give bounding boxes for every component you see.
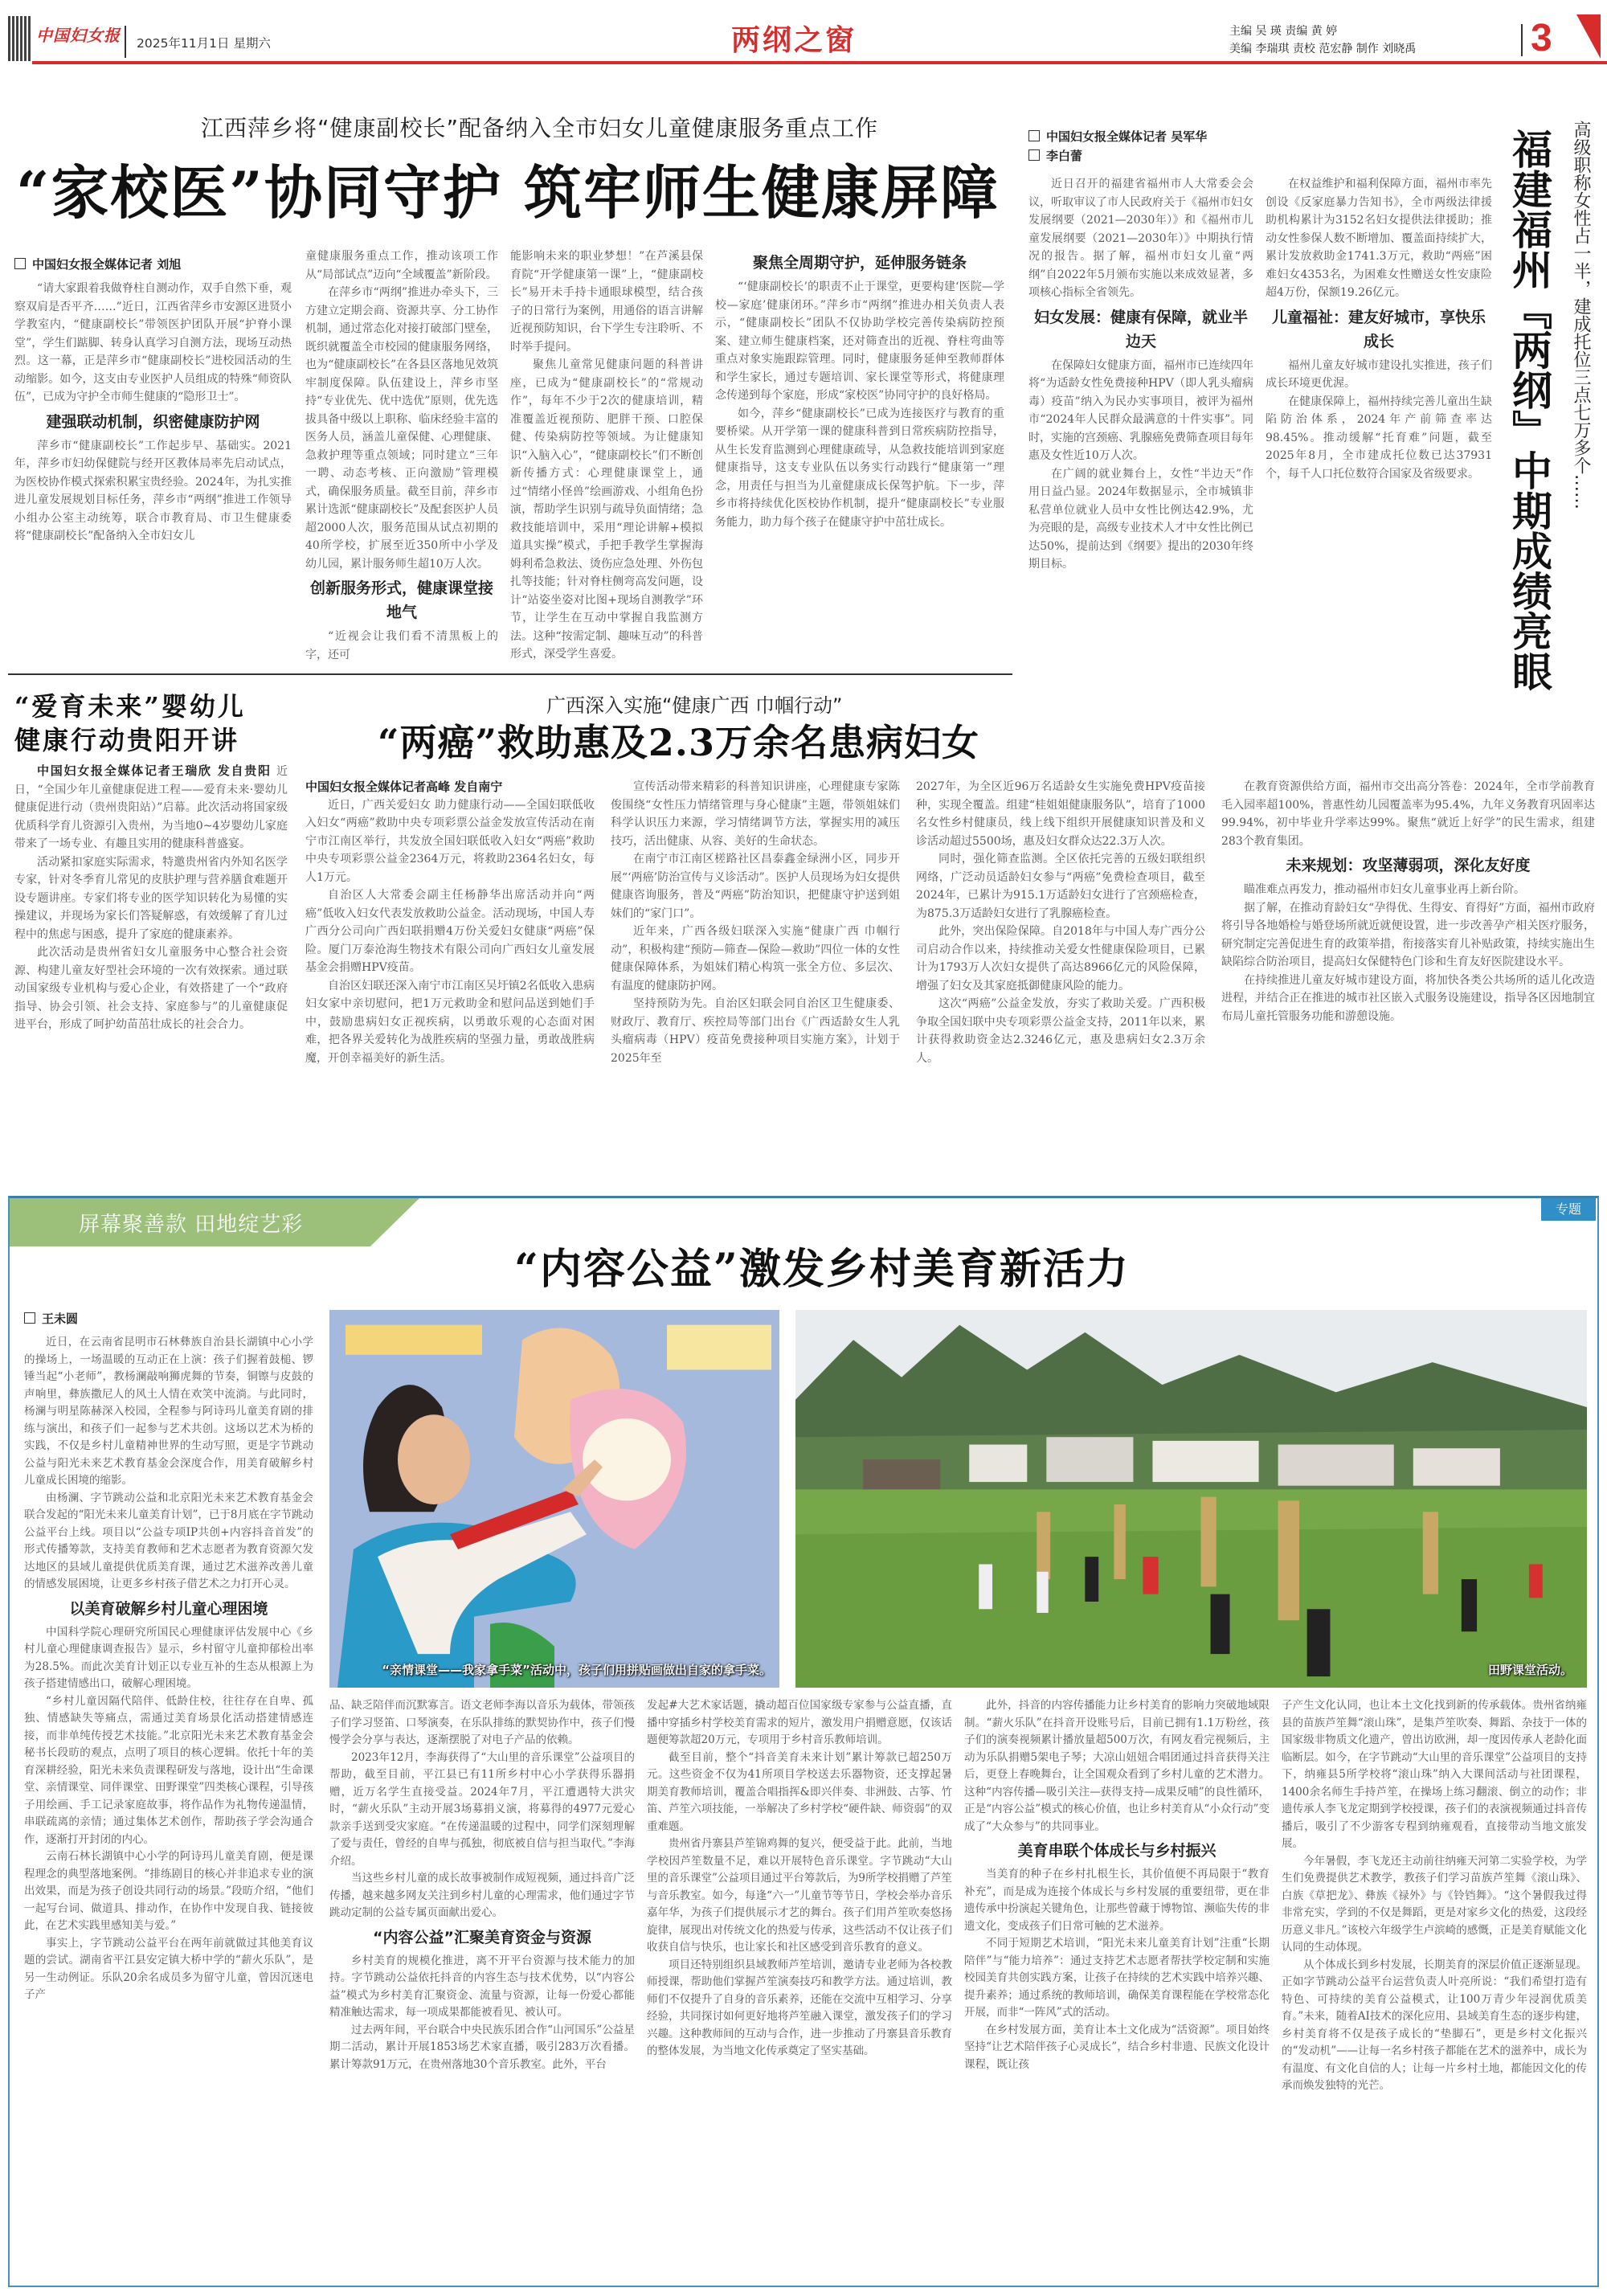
paragraph: 此外，抖音的内容传播能力让乡村美育的影响力突破地域限制。“薪火乐队”在抖音开设账号后，目前已拥有1.1万粉丝，孩子们的演奏视频累计播放量超500万次，有网友看完视频后，主动为乐队捐赠5架电子琴；大凉山妞妞合唱团通过抖音获得关注后，更登上春晚舞台，让全国观众看到了乡村儿童的艺术潜力。这种“内容传播—吸引关注—获得支持—成果反哺”的良性循环，正是“内容公益”模式的核心价值，也让乡村美育从“小众行动”变成了“大众参与”的共同事业。 (964, 1699, 1270, 1833)
paragraph: 项目还特别组织县域教师芦笙培训，邀请专业老师为各校教师授课，帮助他们掌握芦笙演奏技巧和教学方法。通过培训，教师们不仅提升了自身的音乐素养，还能在交流中互相学习、分享经验，共同探讨如何更好地将芦笙融入课堂，激发孩子们的学习兴趣。这种教师间的互动与合作，进一步推动了丹寨县音乐教育的整体发展，为当地文化传承奠定了坚实基础。 (647, 1958, 952, 2057)
article-column (715, 248, 1004, 531)
paragraph: “请大家跟着我做脊柱自测动作，双手自然下垂，观察双肩是否平齐……”近日，江西省萍乡市安源区进贤小学教室内，“健康副校长”带领医护团队开展“护脊小课堂”，学生们踮脚、转身认真学习自测方法，现场互动热烈。这一幕，正是萍乡市“健康副校长”进校园活动的生动缩影。如今，这支由专业医护人员组成的特殊“师资队伍”，已成为守护全市师生健康的“隐形卫士”。 (14, 282, 292, 403)
newspaper-logo: 中国妇女报 (36, 26, 121, 45)
paragraph: 此次活动是贵州省妇女儿童服务中心整合社会资源、构建儿童友好型社会环境的一次有效探索。通过联动国家级专业机构与爱心企业，有效搭建了一个“政府指导、协会引领、社会支持、家庭参与”的儿童健康促进平台，形成了呵护幼苗茁壮成长的社会合力。 (14, 946, 288, 1031)
paragraph: 自治区妇联还深入南宁市江南区吴圩镇2名低收入患病妇女家中亲切慰问，把1万元救助金和慰问品送到她们手中，鼓励患病妇女正视疾病，以勇敢乐观的心态面对困难，把各界关爱转化为战胜疾病的坚强力量，勇敢战胜病魔，开创幸福美好的新生活。 (305, 979, 595, 1065)
paragraph: 2023年12月，李海获得了“大山里的音乐课堂”公益项目的帮助，截至目前，平江县已有11所乡村中心小学获得乐器捐赠，近万名学生直接受益。2024年7月，平江遭遇特大洪灾时，“薪火乐队”主动开展3场募捐义演，将募得的4977元爱心款亲手送到受灾家庭。“在传递温暖的过程中，同学们深刻理解了爱与责任，曾经的自卑与孤独，彻底被自信与担当取代。”李海介绍。 (329, 1750, 635, 1868)
paragraph: 这次“两癌”公益金发放，夯实了救助关爱。广西积极争取全国妇联中央专项彩票公益金支持，2011年以来，累计获得救助资金达2.3246亿元，惠及患病妇女2.3万余人。 (916, 997, 1205, 1065)
photo-child-collage-image (329, 1310, 779, 1688)
issue-date: 2025年11月1日 星期六 (137, 36, 271, 51)
paragraph: 在保障妇女健康方面，福州市已连续四年将“为适龄女性免费接种HPV（即人乳头瘤病毒）疫苗”纳入为民办实事项目，被评为福州市“2024年人民群众最满意的十件实事”。同时，实施的宫颈癌、乳腺癌免费筛查项目每年惠及女性近10万人次。 (1028, 358, 1253, 462)
article-headline: “两癌”救助惠及2.3万余名患病妇女 (378, 721, 979, 764)
photo-field-class-image (795, 1310, 1587, 1688)
divider (125, 26, 126, 58)
editors-line-1: 主编 吴 瑛 责编 黄 婷 (1229, 25, 1338, 38)
article-headline: “家校医”协同守护 筑牢师生健康屏障 (16, 158, 1000, 227)
article-column (24, 1334, 313, 2004)
article-column (510, 248, 703, 664)
paragraph: 当美育的种子在乡村扎根生长，其价值便不再局限于“教育补充”，而是成为连接个体成长与乡村发展的重要纽带，更在非遗传承中扮演起关键角色，让那些曾藏于博物馆、濒临失传的非遗文化，变成孩子们日常可触的艺术滋养。 (964, 1868, 1270, 1933)
byline-box-icon (14, 258, 26, 269)
topic-tag: 专题 (1541, 1198, 1596, 1221)
paragraph: 2027年，为全区近96万名适龄女生实施免费HPV疫苗接种，实现全覆盖。组建“桂姐姐健康服务队”，培育了1000名女性乡村健康员，线上线下组织开展健康知识普及和义诊活动超过5500场，惠及妇女群众达22.3万人次。 (916, 780, 1205, 848)
paragraph: 截至目前，整个“抖音美育未来计划”累计筹款已超250万元。这些资金不仅为41所项目学校送去乐器物资，还支撑起暑期美育教师培训，覆盖合唱指挥&即兴伴奏、非洲鼓、古筝、竹笛、芦笙六项技能，一举解决了乡村学校“硬件缺、师资弱”的双重难题。 (647, 1750, 952, 1833)
byline: 中国妇女报全媒体记者 吴军华 李白蕾 (1028, 127, 1207, 166)
headline-line: 健康行动贵阳开讲 (14, 725, 240, 755)
byline-box-icon (1028, 149, 1040, 161)
subheading: 未来规划：攻坚薄弱项，深化友好度 (1286, 857, 1531, 874)
byline-box-icon (1028, 130, 1040, 141)
photo-caption: “亲情课堂——我家拿手菜”活动中，孩子们用拼贴画做出自家的拿手菜。 (382, 1663, 771, 1677)
paragraph: 在萍乡市“两纲”推进办牵头下，三方建立定期会商、资源共享、分工协作机制，通过常态化对接打破部门壁垒，既织就覆盖全市校园的健康服务网络，也为“健康副校长”在各县区落地见效筑牢制度保障。队伍建设上，萍乡市坚持“专业优先、优中选优”原则，优先选拔具备中级以上职称、临床经验丰富的医务人员，涵盖儿童保健、心理健康、急救护理等重点领域；同时建立“三年一聘、动态考核、正向激励”管理模式，确保服务质量。截至目前，萍乡市累计选派“健康副校长”及配套医护人员超2000人次，服务范围从试点初期的40所学校，扩展至近350所中小学及幼儿园，累计服务师生超10万人次。 (305, 286, 498, 571)
paragraph: 发起#大艺术家话题，撬动超百位国家级专家参与公益直播，直播中穿插乡村学校美育需求的短片，激发用户捐赠意愿，仅该话题便筹款超20万元，专项用于乡村音乐教师培训。 (647, 1699, 952, 1746)
photo-caption: 田野课堂活动。 (1487, 1663, 1572, 1677)
divider (1521, 24, 1523, 56)
paragraph: 在健康保障上，福州持续完善儿童出生缺陷防治体系，2024年产前筛查率达98.45%。推动缓解“托育难”问题，截至2025年8月，全市建成托位数已达37931个，每千人口托位数符合国家及省级要求。 (1266, 395, 1492, 481)
paragraph: 当这些乡村儿童的成长故事被制作成短视频，通过抖音广泛传播，越来越多网友关注到乡村儿童的心理需求，他们通过字节跳动定制的公益专属页面献出爱心。 (329, 1872, 635, 1919)
article-column (1221, 778, 1595, 1025)
paragraph: 瞄准难点再发力，推动福州市妇女儿童事业再上新台阶。 (1244, 883, 1525, 896)
masthead-rule (32, 61, 1607, 64)
article-column (1266, 175, 1492, 483)
paragraph: 近日，广西关爱妇女 助力健康行动——全国妇联低收入妇女“两癌”救助中央专项彩票公益金发放宣传活动在南宁市江南区举行，共发放全国妇联低收入妇女“两癌”救助中央专项彩票公益金2364万元，将救助2364名妇女，每人1万元。 (305, 798, 595, 884)
paragraph: 由杨澜、字节跳动公益和北京阳光未来艺术教育基金会联合发起的“阳光未来儿童美育计划”，已于8月底在字节跳动公益平台上线。项目以“公益专项IP共创+内容抖音首发”的形式传播筹款，支持美育教师和艺术志愿者为教育资源欠发达地区的县域儿童提供优质美育课，通过艺术滋养改善儿童的情感发展困境，让更多乡村孩子借艺术之力打开心灵。 (24, 1491, 313, 1590)
article-headline: “内容公益”激发乡村美育新活力 (514, 1245, 1130, 1294)
subheading: 儿童福祉：建友好城市，享快乐成长 (1271, 308, 1486, 350)
byline: 王未圆 (24, 1310, 78, 1327)
paragraph: 坚持预防为先。自治区妇联会同自治区卫生健康委、财政厅、教育厅、疾控局等部门出台《广西适龄女生人乳头瘤病毒（HPV）疫苗免费接种项目实施方案》，计划于2025年至 (611, 997, 900, 1065)
article-headline (14, 690, 246, 757)
section-title: 两纲之窗 (731, 23, 857, 57)
paragraph: 据了解，在推动育龄妇女“孕得优、生得安、育得好”方面，福州市政府将引导各地婚检与婚登场所就近就便设置，进一步改善孕产相关医疗服务，研究制定完善促进生育的政策举措，衔接落实育儿补贴政策，持续实施出生缺陷综合防治项目，提高妇女保健特色门诊和生育友好医院建设水平。 (1221, 901, 1595, 968)
paragraph: 中国科学院心理研究所国民心理健康评估发展中心《乡村儿童心理健康调查报告》显示，乡村留守儿童抑郁检出率为28.5%。而此次美育计划正以专业互补的生态从根源上为孩子搭建情感出口，破解心理困境。 (24, 1625, 313, 1690)
dateline: 中国妇女报全媒体记者高峰 发自南宁 (305, 780, 503, 794)
paragraph: 在广阔的就业舞台上，女性“半边天”作用日益凸显。2024年数据显示，全市城镇非私营单位就业人员中女性比例达42.9%，尤为亮眼的是，高级专业技术人才中女性比例已达50%，提前达到《纲要》提出的2030年终期目标。 (1028, 467, 1253, 571)
paragraph: “近视会让我们看不清黑板上的字，还可 (305, 630, 498, 661)
article-column (329, 1697, 635, 2073)
paragraph: 云南石林长湖镇中心小学的阿诗玛儿童美育剧，便是课程理念的典型落地案例。“排练剧目的核心并非追求专业的演出效果，而是为孩子创设共同行动的场景。”段昉介绍，“他们一起写台词、做道具、排动作，在协作中发现自我、链接彼此，在艺术实践里感知美与爱。” (24, 1850, 313, 1932)
paragraph: 不同于短期艺术培训，“阳光未来儿童美育计划”注重“长期陪伴”与“能力培养”：通过支持艺术志愿者帮扶学校定制和实施校园美育共创实践方案，让孩子在持续的艺术实践中培养兴趣、提升素养；通过系统的教师培训，确保美育课程能在学校常态化开展，而非“一阵风”式的活动。 (964, 1937, 1270, 2019)
article-column (916, 778, 1205, 1067)
headline-line: “爱育未来”婴幼儿 (14, 691, 246, 722)
subheading: 妇女发展：健康有保障，就业半边天 (1033, 308, 1248, 350)
subheading: 创新服务形式，健康课堂接地气 (309, 579, 493, 621)
subheading: “内容公益”汇聚美育资金与资源 (373, 1928, 591, 1946)
article-kicker: 广西深入实施“健康广西 巾帼行动” (546, 694, 843, 717)
article-column (14, 762, 288, 1034)
dateline: 中国妇女报全媒体记者王瑞欣 发自贵阳 (37, 763, 272, 778)
subheading: 美育串联个体成长与乡村振兴 (1017, 1842, 1216, 1860)
special-banner-text: 屏幕聚善款 田地绽艺彩 (79, 1213, 304, 1237)
paragraph: 近年来，广西各级妇联深入实施“健康广西 巾帼行动”，积极构建“预防—筛查—保险—救助”四位一体的女性健康保障体系，为姐妹们精心构筑一张全方位、多层次、有温度的健康防护网。 (611, 925, 900, 992)
paragraph: 近日，在云南省昆明市石林彝族自治县长湖镇中心小学的操场上，一场温暖的互动正在上演：孩子们握着鼓槌、锣锤当起“小老师”，教杨澜敲响狮虎舞的节奏，铜镲与皮鼓的声响里，彝族撒尼人的风土人情在欢笑中流淌。与此同时，杨澜与明星陈赫深入校园，全程参与阿诗玛儿童美育剧的排练与演出，和孩子们一起参与艺术共创。这场以艺术为桥的实践，不仅是乡村儿童精神世界的生动写照，更是字节跳动公益与阳光未来艺术教育基金会深度合作，用美育破解乡村儿童成长困境的缩影。 (24, 1336, 313, 1487)
article-column (611, 778, 900, 1067)
article-column (1028, 175, 1253, 574)
paragraph: 过去两年间，平台联合中央民族乐团合作“山河国乐”公益星期二活动，累计开展1853场艺术家直播，吸引283万次看播。累计筹款91万元，在贵州落地30个音乐教室。此外，平台 (329, 2023, 635, 2071)
article-column (964, 1697, 1270, 2073)
paragraph: 近日，“全国少年儿童健康促进工程——爱育未来·婴幼儿健康促进行动（贵州贵阳站）”启幕。此次活动将国家级优质科学育儿资源引入贵州，为当地0~4岁婴幼儿家庭带来了一场专业、有趣且实用的健康科普盛宴。 (14, 765, 288, 850)
subheading: 建强联动机制，织密健康防护网 (46, 412, 260, 431)
paragraph: 活动紧扣家庭实际需求，特邀贵州省内外知名医学专家，针对冬季育儿常见的皮肤护理与营养膳食难题开设专题讲座。专家们将专业的医学知识转化为易懂的实操建议，并现场为家长们答疑解惑，有效缓解了育儿过程中的焦虑与困惑，提升了家庭的健康素养。 (14, 855, 288, 941)
paragraph: 今年暑假，李飞龙还主动前往纳雍天河第二实验学校，为学生们免费提供艺术教学，教孩子们学习苗族芦笙舞《滚山珠》、白族《草把龙》、彝族《禄外》与《铃铛舞》。“这个暑假我过得非常充实，学到的不仅是舞蹈，更是对家乡文化的热爱，这段经历意义非凡。”该校六年级学生卢滨崎的感慨，正是美育赋能文化认同的生动体现。 (1282, 1854, 1587, 1954)
editors-credits (1229, 23, 1416, 58)
subheading: 聚焦全周期守护，延伸服务链条 (752, 254, 967, 272)
article-column (305, 778, 595, 1067)
article-kicker: 江西萍乡将“健康副校长”配备纳入全市妇女儿童健康服务重点工作 (201, 115, 879, 141)
page-number: 3 (1531, 17, 1552, 59)
paragraph: 贵州省丹寨县芦笙锦鸡舞的复兴，便受益于此。此前，当地学校因芦笙数量不足，难以开展特色音乐课堂。字节跳动“大山里的音乐课堂”公益项目通过平台筹款后，为9所学校捐赠了芦笙与音乐教室。如今，每逢“六一”儿童节等节日，学校会举办音乐嘉年华，为孩子们提供展示才艺的舞台。孩子们用芦笙吹奏悠扬旋律，展现出对传统文化的热爱与传承，这些活动不仅让孩子们收获自信与快乐，也让家长和社区感受到音乐教育的意义。 (647, 1837, 952, 1954)
paragraph: 在南宁市江南区槎路社区昌泰鑫金绿洲小区，同步开展“‘两癌’防治宣传与义诊活动”。医护人员现场为妇女提供健康咨询服务，普及“两癌”防治知识，把健康守护送到姐妹们的“家门口”。 (611, 853, 900, 920)
article-headline-vertical: 福建福州『两纲』中期成绩亮眼 (1506, 129, 1553, 691)
paragraph: 福州儿童友好城市建设扎实推进，孩子们成长环境更优渥。 (1266, 358, 1492, 390)
paragraph: 此外，突出保险保障。自2018年与中国人寿广西分公司启动合作以来，持续推动关爱女性健康保险项目，已累计为1793万人次妇女提供了高达8966亿元的风险保障，增强了妇女及其家庭抵御健康风险的能力。 (916, 925, 1205, 992)
paragraph: 在权益维护和福利保障方面，福州市率先创设《反家庭暴力告知书》，全市两级法律援助机构累计为3152名妇女提供法律援助；推动女性参保人数不断增加、覆盖面持续扩大，累计发放救助金1741.3万元，救助“两癌”困难妇女4353名，为困难女性赠送女性安康险超4万份，保额19.26亿元。 (1266, 178, 1492, 299)
paragraph: 在教育资源供给方面，福州市交出高分答卷：2024年，全市学前教育毛入园率超100%，普惠性幼儿园覆盖率为95.4%，九年义务教育巩固率达99.94%，初中毕业升学率达99%。聚焦“就近上好学”的民生需求，组建283个教育集团。 (1221, 780, 1595, 848)
paragraph: 子产生文化认同，也让本土文化找到新的传承载体。贵州省纳雍县的苗族芦笙舞“滚山珠”，是集芦笙吹奏、舞蹈、杂技于一体的国家级非物质文化遗产，曾出访欧洲，却一度因传承人老龄化面临断层。如今，在字节跳动“大山里的音乐课堂”公益项目的支持下，纳雍县5所学校将“滚山珠”纳入大课间活动与社团课程，1400余名师生手持芦笙，在操场上练习翻滚、倒立的动作；非遗传承人李飞龙定期到学校授课，孩子们的表演视频通过抖音传播后，吸引了不少游客专程到纳雍观看，直接带动当地文旅发展。 (1282, 1699, 1587, 1850)
paragraph: 从个体成长到乡村发展，长期美育的深层价值正逐渐显现。正如字节跳动公益平台运营负责人叶亮所说：“我们希望打造有特色、可持续的美育公益模式，让100万青少年浸润优质美育。”未来，随着AI技术的深化应用、县域美育生态的逐步构建，乡村美育将不仅是孩子成长的“垫脚石”，更是乡村文化振兴的“发动机”——让每一名乡村孩子都能在艺术的滋养中，成长为有温度、有文化自信的人；让每一片乡村土地，都能因文化的传承而焕发独特的光芒。 (1282, 1958, 1587, 2092)
paragraph: “‘健康副校长’的职责不止于课堂，更要构建‘医院—学校—家庭’健康闭环。”萍乡市“两纲”推进办相关负责人表示，“健康副校长”团队不仅协助学校完善传染病防控预案、建立师生健康档案，还对筛查出的近视、脊柱弯曲等重点对象实施跟踪管理。同时，健康服务延伸至教师群体和学生家长，通过专题培训、家长课堂等形式，将健康理念传递到每个家庭，形成“家校医”协同守护的良好格局。 (715, 280, 1004, 402)
qr-code (8, 16, 32, 61)
byline: 中国妇女报全媒体记者 刘旭 (14, 256, 181, 272)
corner-triangle-icon (1576, 14, 1601, 59)
editors-line-2: 美编 李瑞琪 责校 范宏静 制作 刘晓禹 (1229, 43, 1417, 55)
paragraph: 在持续推进儿童友好城市建设方面，将加快各类公共场所的适儿化改造进程，并结合正在推进的城市社区嵌入式服务设施建设，指导各区因地制宜布局儿童托管服务功能和游憩设施。 (1221, 973, 1595, 1023)
paragraph: 萍乡市“健康副校长”工作起步早、基础实。2021年，萍乡市妇幼保健院与经开区教体局率先启动试点，为医校协作模式探索积累宝贵经验。2024年，为扎实推进儿童发展规划目标任务，萍乡市“两纲”推进工作领导小组办公室主动统筹，联合市教育局、市卫生健康委将“健康副校长”配备纳入全市妇女儿 (14, 439, 292, 542)
article-column (647, 1697, 952, 2061)
subheading: 以美育破解乡村儿童心理困境 (69, 1599, 268, 1618)
paragraph: 乡村美育的规模化推进，离不开平台资源与技术能力的加持。字节跳动公益依托抖音的内容生态与技术优势，以“内容公益”模式为乡村美育汇聚资金、流量与资源，让每一份爱心都能精准触达需求，每一项成果都能被看见、被认可。 (329, 1954, 635, 2019)
byline-box-icon (24, 1312, 35, 1324)
photo-child-collage (329, 1310, 779, 1688)
paragraph: 聚焦儿童常见健康问题的科普讲座，已成为“健康副校长”的“常规动作”，每年不少于2次的健康培训，精准覆盖近视预防、肥胖干预、口腔保健、传染病防控等领域。为让健康知识“入脑入心”，“健康副校长”们不断创新传播方式：心理健康课堂上，通过“情绪小怪兽”绘画游戏、小组角色扮演，帮助学生识别与疏导负面情绪；急救技能培训中，采用“理论讲解+模拟道具实操”模式，手把手教学生掌握海姆利希急救法、烫伤应急处理、外伤包扎等技能；针对脊柱侧弯高发问题，设计“站姿坐姿对比图+现场自测教学”环节，让学生在互动中掌握自我监测方法。这种“按需定制、趣味互动”的科普形式，深受学生喜爱。 (510, 358, 703, 661)
paragraph: “乡村儿童因隔代陪伴、低龄住校，往往存在自卑、孤独、情感缺失等痛点，需通过美育场景化活动搭建情感连接，而非单纯传授艺术技能。”北京阳光未来艺术教育基金会秘书长段昉的观点，点明了项目的核心逻辑。依托十年的美育深耕经验，阳光未来负责课程研发与落地，设计出“生命课堂、亲情课堂、同伴课堂、田野课堂”四类核心课程，引导孩子用绘画、手工记录家庭故事，将作品作为礼物传递温情，串联疏离的亲情；通过集体艺术创作，帮助孩子学会沟通合作，逐渐打开封闭的内心。 (24, 1694, 313, 1846)
article-column (305, 248, 498, 664)
section-rule (8, 673, 1012, 675)
paragraph: 在乡村发展方面，美育让本土文化成为“活资源”。项目始终坚持“让艺术陪伴孩子心灵成长”，结合乡村非遗、民族文化设计课程，既让孩 (964, 2023, 1270, 2071)
article-kicker-vertical: 高级职称女性占一半，建成托位三点七万多个…… (1571, 121, 1591, 510)
paragraph: 近日召开的福建省福州市人大常委会会议，听取审议了市人民政府关于《福州市妇女发展纲要（2021—2030年）》和《福州市儿童发展纲要（2021—2030年）》中期执行情况的报告。据了解，福州市妇女儿童“两纲”自2022年5月颁布实施以来成效显著，多项核心指标全省领先。 (1028, 178, 1253, 299)
paragraph: 能影响未来的职业梦想！”在芦溪县保育院“开学健康第一课”上，“健康副校长”易开未手持卡通眼球模型，结合孩子的日常行为案例，用通俗的语言讲解近视预防知识，台下学生专注聆听、不时举手提问。 (510, 250, 703, 354)
paragraph: 宣传活动带来精彩的科普知识讲座，心理健康专家陈俊围绕“女性压力情绪管理与身心健康”主题，带领姐妹们科学认识压力来源，学习情绪调节方法，掌握实用的减压技巧，活出健康、从容、美好的生命状态。 (611, 780, 900, 848)
paragraph: 品、缺乏陪伴而沉默寡言。语文老师李海以音乐为载体，带领孩子们学习竖笛、口琴演奏，在乐队排练的默契协作中，孩子们慢慢学会分享与表达，逐渐摆脱了对电子产品的依赖。 (329, 1699, 635, 1746)
paragraph: 童健康服务重点工作，推动该项工作从“局部试点”迈向“全域覆盖”新阶段。 (305, 250, 498, 281)
paragraph: 自治区人大常委会副主任杨静华出席活动并向“两癌”低收入妇女代表发放救助公益金。活动现场，中国人寿广西分公司向广西妇联捐赠4万份关爱妇女健康“两癌”保险。厦门万泰沧海生物技术有限公司向广西妇女儿童发展基金会捐赠HPV疫苗。 (305, 889, 595, 974)
paragraph: 如今，萍乡“健康副校长”已成为连接医疗与教育的重要桥梁。从开学第一课的健康科普到日常疾病防控指导，从生长发育监测到心理健康疏导，从急救技能培训到家庭健康指导，这支专业队伍以务实行动践行“健康第一”理念，用责任与担当为儿童健康成长保驾护航。下一步，萍乡市将持续优化医校协作机制，提升“健康副校长”专业服务能力，助力每个孩子在健康守护中茁壮成长。 (715, 407, 1004, 529)
paragraph: 事实上，字节跳动公益平台在两年前就做过其他美育议题的尝试。湖南省平江县安定镇大桥中学的“薪火乐队”，是另一生动例证。乐队20余名成员多为留守儿童，曾因沉迷电子产 (24, 1936, 313, 2001)
article-column (14, 280, 292, 546)
photo-field-class (795, 1310, 1587, 1688)
paragraph: 同时，强化筛查监测。全区依托完善的五级妇联组织网络，广泛动员适龄妇女参与“两癌”免费检查项目，截至2024年，已累计为915.1万适龄妇女进行了宫颈癌检查，为875.3万适龄妇女进行了乳腺癌检查。 (916, 853, 1205, 920)
article-column (1282, 1697, 1587, 2095)
